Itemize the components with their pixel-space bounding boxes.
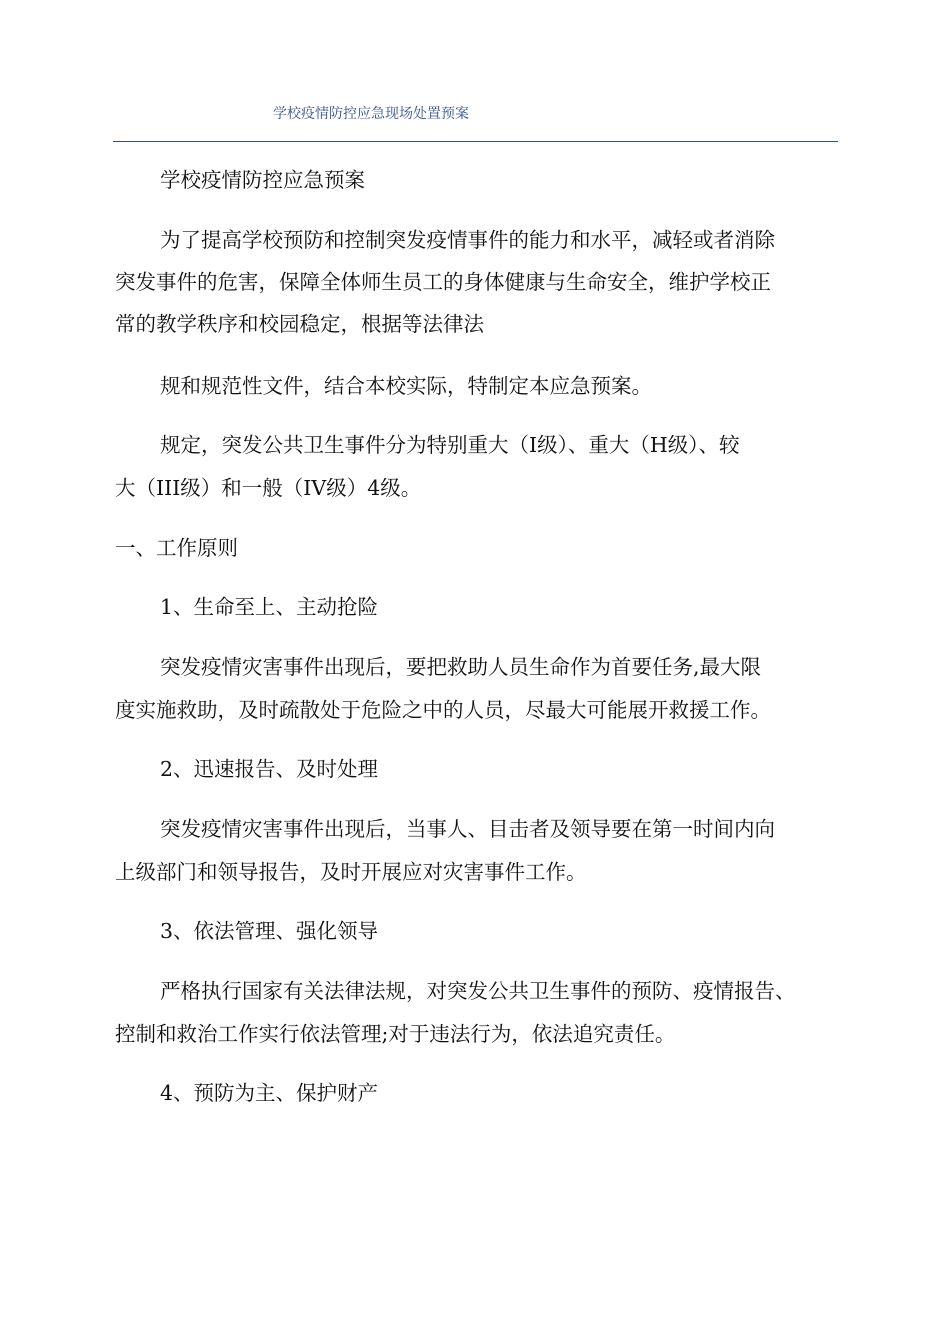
- document-title: 学校疫情防控应急预案: [160, 168, 365, 192]
- principle-text: 严格执行国家有关法律法规，对突发公共卫生事件的预防、疫情报告、: [160, 979, 796, 1003]
- levels-line: 规定，突发公共卫生事件分为特别重大（I级）、重大（H级）、较: [160, 433, 740, 457]
- intro-line: 突发事件的危害，保障全体师生员工的身体健康与生命安全，维护学校正: [115, 270, 771, 294]
- header-rule: [113, 141, 838, 142]
- principle-heading: 1、生命至上、主动抢险: [160, 595, 379, 619]
- principle-text: 突发疫情灾害事件出现后，要把救助人员生命作为首要任务,最大限: [160, 655, 762, 679]
- section-heading: 一、工作原则: [115, 536, 238, 560]
- running-header: 学校疫情防控应急现场处置预案: [273, 106, 469, 122]
- intro-continuation: 规和规范性文件，结合本校实际，特制定本应急预案。: [160, 374, 652, 398]
- principle-text: 控制和救治工作实行依法管理;对于违法行为，依法追究责任。: [115, 1022, 676, 1046]
- intro-line: 常的教学秩序和校园稳定，根据等法律法: [115, 312, 484, 336]
- principle-text: 上级部门和领导报告，及时开展应对灾害事件工作。: [115, 860, 587, 884]
- principle-text: 突发疫情灾害事件出现后，当事人、目击者及领导要在第一时间内向: [160, 817, 775, 841]
- principle-heading: 3、依法管理、强化领导: [160, 919, 379, 943]
- intro-line: 为了提高学校预防和控制突发疫情事件的能力和水平，减轻或者消除: [160, 228, 775, 252]
- levels-line: 大（III级）和一般（IV级）4级。: [115, 476, 422, 500]
- principle-heading: 4、预防为主、保护财产: [160, 1081, 379, 1105]
- principle-text: 度实施救助，及时疏散处于危险之中的人员，尽最大可能展开救援工作。: [115, 698, 771, 722]
- principle-heading: 2、迅速报告、及时处理: [160, 757, 379, 781]
